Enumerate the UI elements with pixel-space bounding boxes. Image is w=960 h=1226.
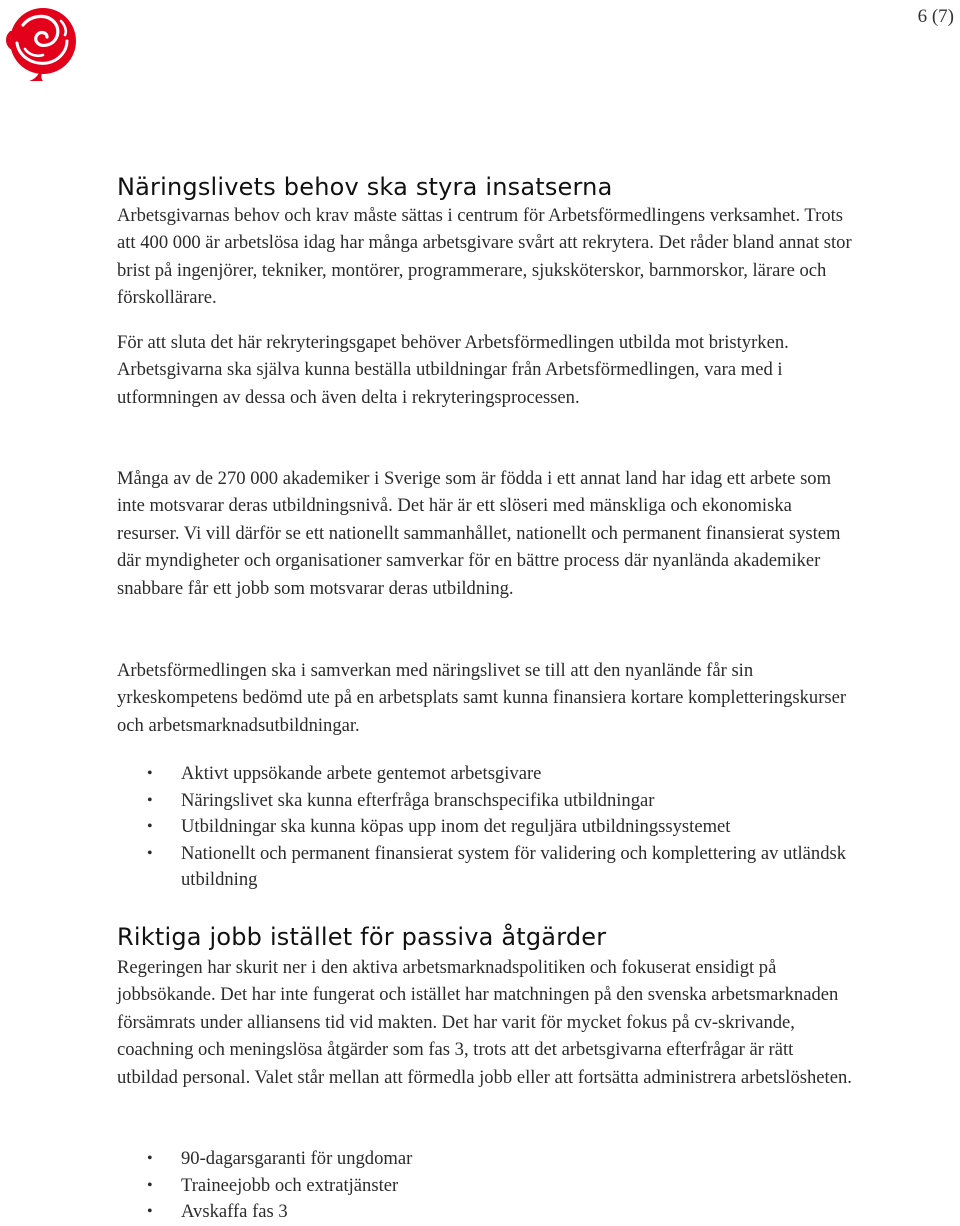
paragraph: Många av de 270 000 akademiker i Sverige som är födda i ett annat land har idag ett arbete som inte motsvarar deras utbildningsnivå. Det här är ett slöseri med mänskliga och ekonomiska resurser. Vi vill därför se ett nationellt sammanhållet, nationellt och permanent finansierat system där myndigheter och organisationer samverkar för en bättre process där nyanlända akademiker snabbare får ett jobb som motsvarar deras utbildning. [117, 468, 841, 599]
bullet-icon: • [147, 1203, 153, 1220]
bullet-list [117, 1146, 857, 1226]
list-item: • Nationellt och permanent finansierat system för validering och komplettering av utländsk utbildning [147, 842, 847, 890]
bullet-icon: • [147, 1176, 153, 1194]
paragraph: Regeringen har skurit ner i den aktiva arbetsmarknadspolitiken och fokuserat ensidigt på jobbsökande. Det har inte fungerat och istället har matchningen på den svenska arbetsmarknaden försämrats under alliansens tid vid makten. Det har varit för mycket fokus på cv-skrivande, coachning och meningslösa åtgärder som fas 3, trots att det arbetsgivarna efterfrågar är rätt utbildad personal. Valet står mellan att förmedla jobb eller att fortsätta administrera arbetslösheten. [117, 957, 852, 1088]
paragraph: Arbetsförmedlingen ska i samverkan med näringslivet se till att den nyanlände får sin yrkeskompetens bedömd ute på en arbetsplats samt kunna finansiera kortare kompletteringskurser och arbetsmarknadsutbildningar. [117, 660, 847, 736]
section-heading-riktiga-jobb: Riktiga jobb istället för passiva åtgärder [117, 923, 607, 951]
list-item: • Avskaffa fas 3 [117, 1199, 857, 1226]
bullet-icon: • [147, 791, 153, 809]
list-item: • 90-dagarsgaranti för ungdomar [117, 1146, 857, 1173]
bullet-icon: • [147, 844, 153, 862]
bullet-icon: • [147, 818, 153, 835]
bullet-icon: • [147, 765, 153, 782]
rose-logo [3, 3, 79, 83]
page-number: 6 (7) [917, 6, 954, 27]
paragraph: För att sluta det här rekryteringsgapet behöver Arbetsförmedlingen utbilda mot bristyrken. Arbetsgivarna ska själva kunna beställa utbildningar från Arbetsförmedlingen, vara med i utformningen av dessa och även delta i rekryteringsprocessen. [117, 332, 789, 408]
list-item: • Aktivt uppsökande arbete gentemot arbetsgivare [117, 761, 857, 788]
list-item: • Traineejobb och extratjänster [117, 1173, 857, 1200]
list-item: • Utbildningar ska kunna köpas upp inom det reguljära utbildningssystemet [117, 814, 857, 841]
list-item: • Näringslivet ska kunna efterfråga branschspecifika utbildningar [117, 788, 857, 815]
bullet-icon: • [147, 1150, 153, 1167]
section-heading-naringslivets-behov: Näringslivets behov ska styra insatserna [117, 173, 613, 201]
paragraph: Arbetsgivarnas behov och krav måste sättas i centrum för Arbetsförmedlingens verksamhet. Trots att 400 000 är arbetslösa idag har många arbetsgivare svårt att rekrytera. Det råder bland annat stor brist på ingenjörer, tekniker, montörer, programmerare, sjuksköterskor, barnmorskor, lärare och förskollärare. [117, 205, 852, 309]
bullet-list [117, 761, 857, 894]
